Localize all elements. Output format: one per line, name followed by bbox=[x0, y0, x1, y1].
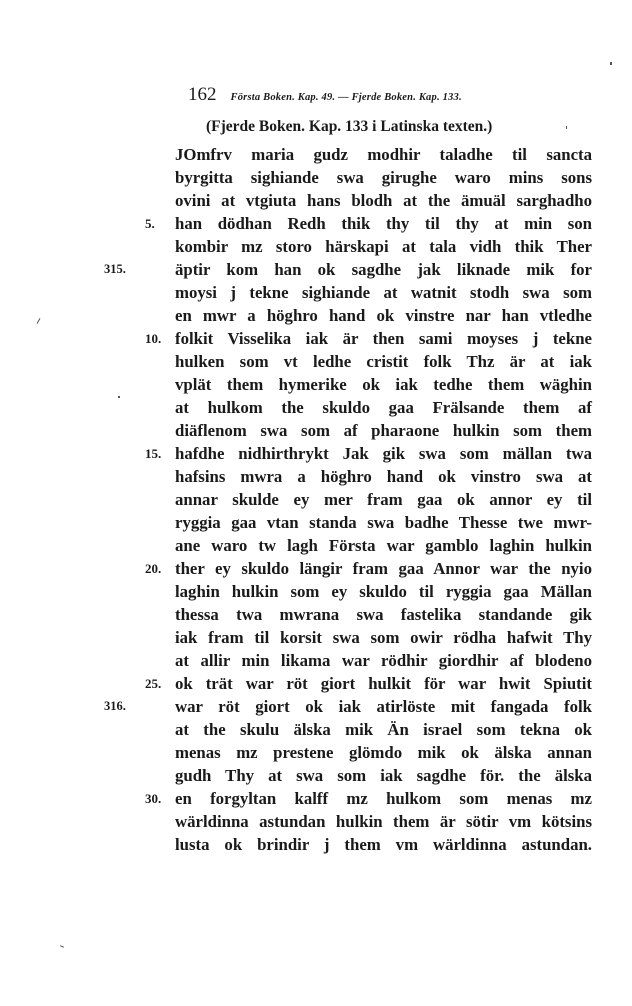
print-speck bbox=[566, 126, 567, 129]
text-line: JOmfrv maria gudz modhir taladhe til sancta bbox=[175, 145, 592, 164]
text-line: ane waro tw lagh Första war gamblo laghin hulkin bbox=[175, 536, 592, 555]
text-line: wärldinna astundan hulkin them är sötir vm kötsins bbox=[175, 812, 592, 831]
page-number: 162 bbox=[188, 84, 217, 105]
margin-page-reference: 316. bbox=[104, 699, 126, 713]
text-line: iak fram til korsit swa som owir rödha hafwit Thy bbox=[175, 628, 592, 647]
print-speck bbox=[37, 318, 41, 324]
text-line: en mwr a höghro hand ok vinstre nar han vtledhe bbox=[175, 306, 592, 325]
text-line: diäflenom swa som af pharaone hulkin som them bbox=[175, 421, 592, 440]
margin-page-reference: 315. bbox=[104, 262, 126, 276]
text-line: hafsins mwra a höghro hand ok vinstro swa at bbox=[175, 467, 592, 486]
text-line: laghin hulkin som ey skuldo til ryggia gaa Mällan bbox=[175, 582, 592, 601]
text-line: vplät them hymerike ok iak tedhe them wäghin bbox=[175, 375, 592, 394]
text-line: thessa twa mwrana swa fastelika standande gik bbox=[175, 605, 592, 624]
line-number: 10. bbox=[145, 331, 162, 346]
text-line: ther ey skuldo längir fram gaa Annor war the nyio bbox=[175, 559, 592, 578]
text-line: hafdhe nidhirthrykt Jak gik swa som mällan twa bbox=[175, 444, 592, 463]
text-line: ok trät war röt giort hulkit för war hwit Spiutit bbox=[175, 674, 592, 693]
print-speck bbox=[118, 396, 120, 398]
print-speck bbox=[60, 945, 64, 948]
text-line: menas mz prestene glömdo mik ok älska annan bbox=[175, 743, 592, 762]
text-line: folkit Visselika iak är then sami moyses j tekne bbox=[175, 329, 592, 348]
text-line: war röt giort ok iak atirlöste mit fangada folk bbox=[175, 697, 592, 716]
line-number: 5. bbox=[145, 216, 155, 231]
text-line: at allir min likama war rödhir giordhir af blodeno bbox=[175, 651, 592, 670]
text-line: at hulkom the skuldo gaa Frälsande them af bbox=[175, 398, 592, 417]
text-line: ovini at vtgiuta hans blodh at the ämuäl sarghadho bbox=[175, 191, 592, 210]
text-line: en forgyltan kalff mz hulkom som menas mz bbox=[175, 789, 592, 808]
text-line: lusta ok brindir j them vm wärldinna astundan. bbox=[175, 835, 592, 854]
text-line: hulken som vt ledhe cristit folk Thz är at iak bbox=[175, 352, 592, 371]
line-number: 20. bbox=[145, 561, 162, 576]
text-line: at the skulu älska mik Än israel som tekna ok bbox=[175, 720, 592, 739]
text-line: han dödhan Redh thik thy til thy at min son bbox=[175, 214, 592, 233]
text-line: ryggia gaa vtan standa swa badhe Thesse twe mwr- bbox=[175, 513, 592, 532]
text-line: kombir mz storo härskapi at tala vidh thik Ther bbox=[175, 237, 592, 256]
text-line: äptir kom han ok sagdhe jak liknade mik for bbox=[175, 260, 592, 279]
text-line: byrgitta sighiande swa girughe waro mins sons bbox=[175, 168, 592, 187]
text-line: moysi j tekne sighiande at watnit stodh swa som bbox=[175, 283, 592, 302]
print-speck bbox=[610, 62, 612, 65]
line-number: 25. bbox=[145, 676, 162, 691]
chapter-subheading: (Fjerde Boken. Kap. 133 i Latinska texten.) bbox=[206, 118, 493, 135]
line-number: 30. bbox=[145, 791, 162, 806]
text-line: annar skulde ey mer fram gaa ok annor ey til bbox=[175, 490, 592, 509]
running-title: Första Boken. Kap. 49. — Fjerde Boken. Kap. 133. bbox=[230, 92, 462, 103]
text-line: gudh Thy at swa som iak sagdhe för. the älska bbox=[175, 766, 592, 785]
running-header bbox=[188, 84, 462, 106]
line-number: 15. bbox=[145, 446, 162, 461]
